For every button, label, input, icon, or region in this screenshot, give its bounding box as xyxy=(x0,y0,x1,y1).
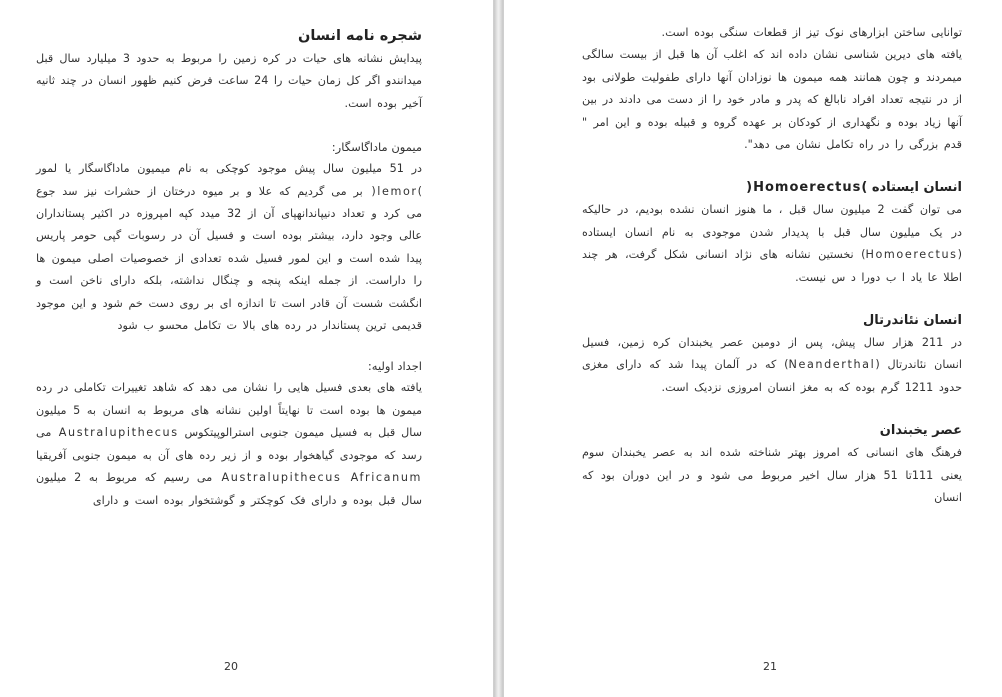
paleontology-paragraph: یافته های دیرین شناسی نشان داده اند که اغلب آن ها قبل از بیست سالگی میمردند و چون همانند همه میمون ها نوزادان آنها دارای طفولیت طولانی بود از در نتیجه تعداد افراد نابالغ که پدر و مادر خود را از دست می دادند در بین آنها زیاد بوده و نگهداری از کودکان بر عهده گروه و قبیله بوده و این امر " قدم بزرگی را در راه تکامل نشان می دهد". xyxy=(582,48,962,152)
section-heading-ice-age: عصر یخبندان xyxy=(879,423,962,439)
neanderthal-paragraph: در 211 هزار سال پیش، پس از دومین عصر یخبندان کره زمین، فسیل انسان نئاندرتال (Neanderthal) که در آلمان پیدا شد که دارای مغزی حدود 1211 گرم بوده که به مغز انسان امروزی نزدیک است. xyxy=(582,336,962,394)
section-heading-ancestors: اجداد اولیه: xyxy=(367,359,422,374)
section-heading-neanderthal: انسان نئاندرتال xyxy=(862,313,962,329)
left-page-column xyxy=(36,22,422,512)
section-heading-madagascar: میمون ماداگاسگار: xyxy=(331,140,422,155)
continued-paragraph: توانایی ساختن ابزارهای نوک تیز از قطعات سنگی بوده است. xyxy=(661,26,962,39)
page-title: شجره نامه انسان xyxy=(297,28,422,44)
book-gutter xyxy=(494,0,503,697)
intro-paragraph: پیدایش نشانه های حیات در کره زمین را مربوط به حدود 3 میلیارد سال قبل میدانندو اگر کل زمان حیات را 24 ساعت فرض کنیم ظهور انسان در چند ثانیه آخیر بوده است. xyxy=(36,52,422,110)
ancestors-paragraph: یافته های بعدی فسیل هایی را نشان می دهد که شاهد تغییرات تکاملی در رده میمون ها بوده است تا نهایتاً اولین نشانه های مربوط به انسان به 5 میلیون سال قبل به فسیل میمون جنوبی استرالوپیتکوس Australupithecus می رسد که موجودی گیاهخوار بوده و از زیر رده های آن به میمون جنوبی آفریقیا Australupithecus Africanum می رسیم که مربوط به 2 میلیون سال قبل بوده و دارای فک کوچکتر و گوشتخوار بوده است و دارای xyxy=(36,381,423,507)
page-number-right: 21 xyxy=(763,660,777,673)
ice-age-paragraph: فرهنگ های انسانی که امروز بهتر شناخته شده اند به عصر یخبندان سوم یعنی 111تا 51 هزار سال اخیر مربوط می شود و در این دوران بود که انسان xyxy=(582,446,962,505)
left-page xyxy=(0,0,494,697)
right-page-column xyxy=(582,22,962,510)
section-heading-homo-erectus: انسان ایستاده )Homoerectus( xyxy=(746,180,962,196)
homo-erectus-paragraph: می توان گفت 2 میلیون سال قبل ، ما هنوز انسان نشده بودیم، در حالیکه در یک میلیون سال قبل با پدیدار شدن موجودی به نام انسان ایستاده (Homoerectus) نخستین نشانه های نژاد انسانی شکل گرفت، هر چند اطلا عا یاد ا ب دورا د س نیست. xyxy=(582,203,962,284)
page-number-left: 20 xyxy=(224,660,238,673)
madagascar-paragraph: در 51 میلیون سال پیش موجود کوچکی به نام میمیون ماداگاسگار یا لمور )lemor( بر می گردیم که علا و بر میوه درختان از حشرات نیز سد جوع می کرد و تعداد دنیپاندانهپای آن از 32 میدد کپه امپروزه در اکثیر پستانداران عالی وجود دارد، بیشتر بوده است و فسیل آن در رسوبات گپی حومر پاریس پیدا شده است و این لمور فسیل شده تعدادی از خصوصیات اصلی میمون ها را داراست. از جمله اینکه پنجه و چنگال نداشته، بلکه دارای ناخن است و انگشت شست آن قادر است تا اندازه ای بر روی دست خم شود و این موجود قدیمی ترین پستاندار در رده های بالا ت تکامل محسو ب شود xyxy=(36,162,422,333)
right-page xyxy=(503,0,1002,697)
